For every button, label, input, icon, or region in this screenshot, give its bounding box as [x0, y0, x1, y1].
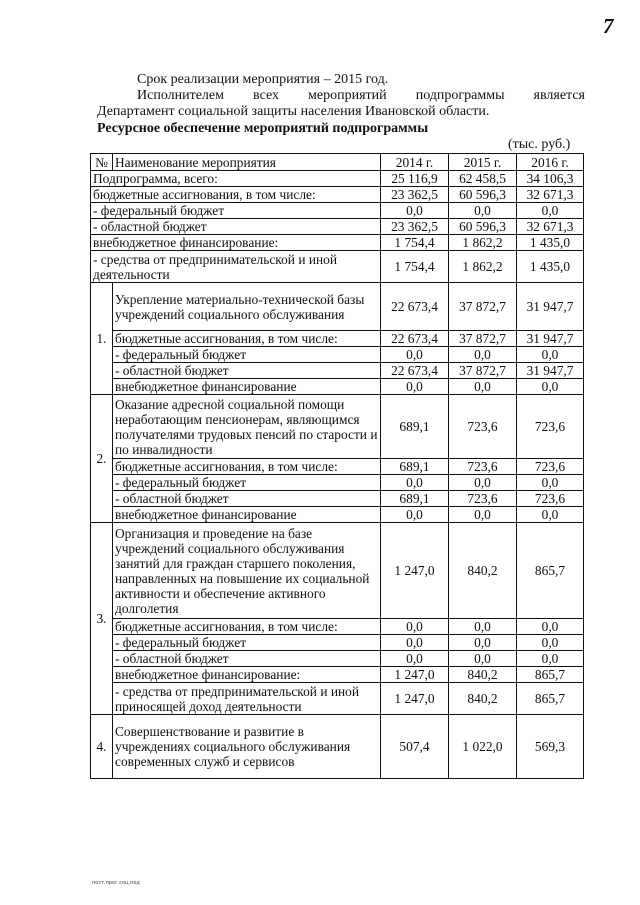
cell-2016: 0,0 — [517, 507, 584, 523]
header-number: № — [91, 154, 113, 171]
table-row — [91, 187, 584, 203]
cell-2014: 23 362,5 — [381, 219, 449, 235]
cell-2015: 0,0 — [449, 475, 517, 491]
cell-2015: 0,0 — [449, 203, 517, 219]
cell-2015: 1 862,2 — [449, 235, 517, 251]
cell-2016: 0,0 — [517, 619, 584, 635]
cell-2016: 0,0 — [517, 651, 584, 667]
cell-2014: 0,0 — [381, 507, 449, 523]
activity-number: 3. — [91, 523, 113, 715]
table-header-row — [91, 154, 584, 171]
cell-2016: 1 435,0 — [517, 251, 584, 283]
footer-filename: пост.прог.соц.под — [92, 880, 140, 886]
cell-2015: 0,0 — [449, 619, 517, 635]
cell-2015: 723,6 — [449, 491, 517, 507]
activity-number: 2. — [91, 395, 113, 523]
cell-2016: 865,7 — [517, 523, 584, 619]
cell-2016: 0,0 — [517, 203, 584, 219]
row-name: внебюджетное финансирование: — [113, 667, 381, 683]
row-name: - федеральный бюджет — [91, 203, 381, 219]
intro-department: Департамент социальной защиты населения Ивановской области. — [97, 104, 490, 119]
cell-2016: 31 947,7 — [517, 331, 584, 347]
cell-2014: 23 362,5 — [381, 187, 449, 203]
cell-2015: 60 596,3 — [449, 219, 517, 235]
cell-2014: 0,0 — [381, 379, 449, 395]
cell-2014: 0,0 — [381, 619, 449, 635]
row-name: Организация и проведение на базе учреждений социального обслуживания занятий для граждан старшего поколения, направленных на повышение их социальной активности и обеспечение активного долголетия — [113, 523, 381, 619]
cell-2015: 37 872,7 — [449, 363, 517, 379]
cell-2014: 1 754,4 — [381, 235, 449, 251]
cell-2016: 0,0 — [517, 635, 584, 651]
cell-2015: 62 458,5 — [449, 171, 517, 187]
table-row — [91, 683, 584, 715]
cell-2015: 723,6 — [449, 395, 517, 459]
row-name: - федеральный бюджет — [113, 347, 381, 363]
cell-2015: 723,6 — [449, 459, 517, 475]
table-row — [91, 635, 584, 651]
cell-2014: 22 673,4 — [381, 363, 449, 379]
cell-2014: 689,1 — [381, 395, 449, 459]
cell-2015: 0,0 — [449, 635, 517, 651]
header-2015: 2015 г. — [449, 154, 517, 171]
cell-2016: 32 671,3 — [517, 219, 584, 235]
table-row — [91, 347, 584, 363]
table-row — [91, 715, 584, 779]
cell-2014: 1 247,0 — [381, 683, 449, 715]
cell-2016: 31 947,7 — [517, 283, 584, 331]
cell-2015: 840,2 — [449, 667, 517, 683]
table-row — [91, 651, 584, 667]
cell-2016: 865,7 — [517, 683, 584, 715]
header-name: Наименование мероприятия — [113, 154, 381, 171]
cell-2015: 840,2 — [449, 683, 517, 715]
cell-2016: 0,0 — [517, 475, 584, 491]
cell-2016: 723,6 — [517, 395, 584, 459]
cell-2016: 723,6 — [517, 459, 584, 475]
row-name: бюджетные ассигнования, в том числе: — [113, 619, 381, 635]
cell-2016: 569,3 — [517, 715, 584, 779]
table-row — [91, 379, 584, 395]
cell-2014: 0,0 — [381, 203, 449, 219]
activity-number: 4. — [91, 715, 113, 779]
cell-2015: 37 872,7 — [449, 283, 517, 331]
intro-period: Срок реализации мероприятия – 2015 год. — [137, 72, 389, 87]
cell-2015: 0,0 — [449, 379, 517, 395]
row-name: внебюджетное финансирование — [113, 507, 381, 523]
cell-2016: 1 435,0 — [517, 235, 584, 251]
row-name: внебюджетное финансирование: — [91, 235, 381, 251]
section-title: Ресурсное обеспечение мероприятий подпрограммы — [97, 121, 429, 136]
table-row — [91, 331, 584, 347]
row-name: Укрепление материально-технической базы учреждений социального обслуживания — [113, 283, 381, 331]
cell-2014: 1 247,0 — [381, 523, 449, 619]
row-name: - областной бюджет — [113, 491, 381, 507]
table-row — [91, 491, 584, 507]
cell-2014: 0,0 — [381, 475, 449, 491]
cell-2016: 865,7 — [517, 667, 584, 683]
row-name: бюджетные ассигнования, в том числе: — [113, 459, 381, 475]
row-name: внебюджетное финансирование — [113, 379, 381, 395]
table-row — [91, 251, 584, 283]
intro-executor: Исполнителем всех мероприятий подпрограммы является — [137, 88, 585, 103]
header-2016: 2016 г. — [517, 154, 584, 171]
table-row — [91, 219, 584, 235]
row-name: бюджетные ассигнования, в том числе: — [113, 331, 381, 347]
cell-2015: 0,0 — [449, 651, 517, 667]
row-name: Совершенствование и развитие в учреждениях социального обслуживания современных служб и сервисов — [113, 715, 381, 779]
table-row — [91, 363, 584, 379]
table-row — [91, 459, 584, 475]
table-row — [91, 395, 584, 459]
row-name: - областной бюджет — [91, 219, 381, 235]
row-name: бюджетные ассигнования, в том числе: — [91, 187, 381, 203]
resource-table — [90, 153, 584, 779]
cell-2016: 34 106,3 — [517, 171, 584, 187]
cell-2016: 0,0 — [517, 379, 584, 395]
cell-2014: 507,4 — [381, 715, 449, 779]
cell-2016: 0,0 — [517, 347, 584, 363]
table-row — [91, 203, 584, 219]
cell-2014: 22 673,4 — [381, 283, 449, 331]
cell-2015: 60 596,3 — [449, 187, 517, 203]
cell-2016: 723,6 — [517, 491, 584, 507]
row-name: - федеральный бюджет — [113, 475, 381, 491]
row-name: - областной бюджет — [113, 651, 381, 667]
header-2014: 2014 г. — [381, 154, 449, 171]
cell-2014: 0,0 — [381, 635, 449, 651]
row-name: Подпрограмма, всего: — [91, 171, 381, 187]
row-name: Оказание адресной социальной помощи неработающим пенсионерам, являющимся получателями трудовых пенсий по старости и по инвалидности — [113, 395, 381, 459]
row-name: - областной бюджет — [113, 363, 381, 379]
cell-2014: 22 673,4 — [381, 331, 449, 347]
units-label: (тыс. руб.) — [508, 137, 571, 152]
cell-2014: 0,0 — [381, 651, 449, 667]
cell-2015: 840,2 — [449, 523, 517, 619]
page-number: 7 — [603, 14, 614, 38]
cell-2015: 1 862,2 — [449, 251, 517, 283]
table-row — [91, 667, 584, 683]
table-row — [91, 283, 584, 331]
cell-2015: 0,0 — [449, 347, 517, 363]
cell-2016: 31 947,7 — [517, 363, 584, 379]
row-name: - средства от предпринимательской и иной деятельности — [91, 251, 381, 283]
cell-2014: 689,1 — [381, 459, 449, 475]
table-row — [91, 475, 584, 491]
cell-2016: 32 671,3 — [517, 187, 584, 203]
table-row — [91, 171, 584, 187]
table-row — [91, 235, 584, 251]
cell-2014: 0,0 — [381, 347, 449, 363]
cell-2014: 25 116,9 — [381, 171, 449, 187]
table-row — [91, 507, 584, 523]
cell-2014: 1 247,0 — [381, 667, 449, 683]
cell-2014: 689,1 — [381, 491, 449, 507]
cell-2015: 37 872,7 — [449, 331, 517, 347]
table-row — [91, 619, 584, 635]
activity-number: 1. — [91, 283, 113, 395]
cell-2014: 1 754,4 — [381, 251, 449, 283]
cell-2015: 1 022,0 — [449, 715, 517, 779]
row-name: - средства от предпринимательской и иной приносящей доход деятельности — [113, 683, 381, 715]
cell-2015: 0,0 — [449, 507, 517, 523]
table-row — [91, 523, 584, 619]
row-name: - федеральный бюджет — [113, 635, 381, 651]
